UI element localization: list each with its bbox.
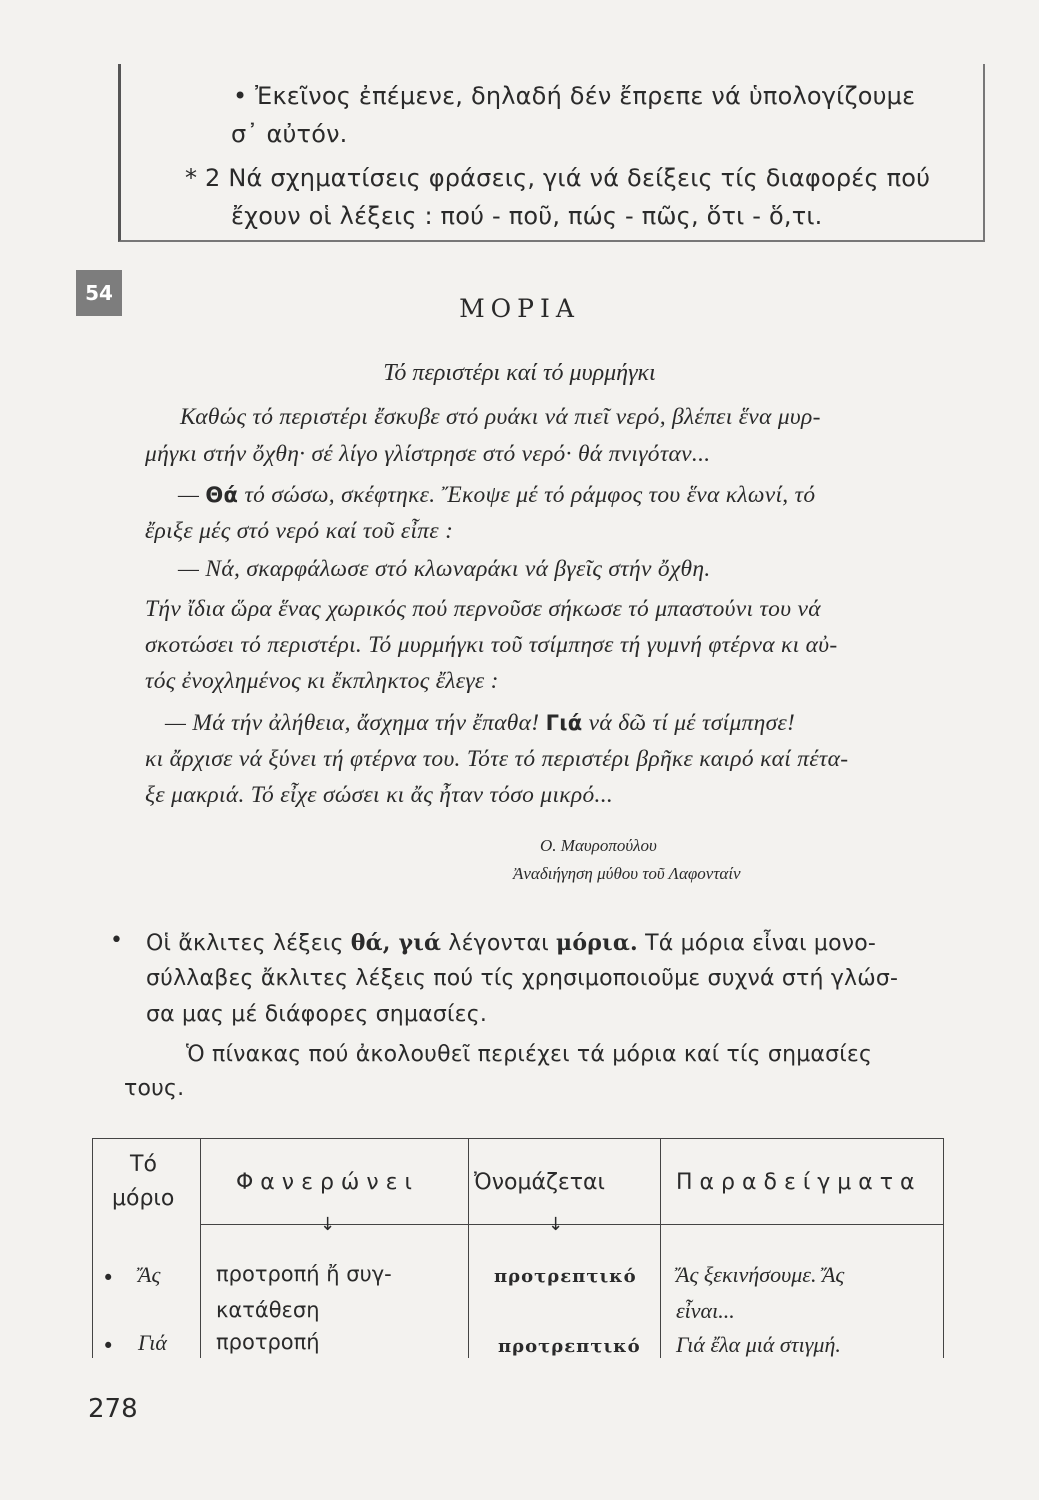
header-particle: Τό bbox=[130, 1152, 157, 1177]
table-border bbox=[92, 1138, 944, 1139]
page-number: 278 bbox=[88, 1394, 138, 1424]
explanation-line: τους. bbox=[124, 1076, 185, 1101]
text-line: ἔχουν οἱ λέξεις : πού - ποῦ, πώς - πῶς, ὅτι - ὅ,τι. bbox=[231, 202, 823, 230]
particle-cell: Γιά bbox=[138, 1330, 167, 1355]
meaning-cell: προτροπή bbox=[216, 1330, 320, 1354]
meaning-cell: κατάθεση bbox=[216, 1298, 320, 1322]
header-examples: Π α ρ α δ ε ί γ μ α τ α bbox=[676, 1170, 915, 1195]
text-line: σ᾽ αὐτόν. bbox=[231, 120, 348, 148]
explanation-line: Ὁ πίνακας πού ἀκολουθεῖ περιέχει τά μόρια καί τίς σημασίες bbox=[186, 1042, 873, 1067]
story-line: σκοτώσει τό περιστέρι. Τό μυρμήγκι τοῦ τσίμπησε τή γυμνή φτέρνα κι αὐ- bbox=[145, 632, 838, 658]
exercise-2: * 2 Νά σχηματίσεις φράσεις, γιά νά δείξεις τίς διαφορές πού bbox=[185, 164, 931, 192]
story-line: Τήν ἴδια ὥρα ἕνας χωρικός πού περνοῦσε σήκωσε τό μπαστούνι του νά bbox=[145, 596, 821, 622]
story-line: κι ἄρχισε νά ξύνει τή φτέρνα του. Τότε τό περιστέρι βρῆκε καιρό καί πέτα- bbox=[145, 746, 849, 772]
bullet-icon: • bbox=[102, 1266, 115, 1290]
header-meaning: Φ α ν ε ρ ώ ν ε ι bbox=[236, 1170, 412, 1195]
section-title: ΜΟΡΙΑ bbox=[459, 294, 580, 323]
table-border bbox=[468, 1138, 469, 1358]
bullet-icon: • bbox=[102, 1334, 115, 1358]
exercise-box bbox=[118, 64, 985, 242]
explanation-line: Οἱ ἄκλιτες λέξεις θά, γιά λέγονται μόρια. Τά μόρια εἶναι μονο- bbox=[146, 930, 877, 956]
story-line: — Νά, σκαρφάλωσε στό κλωναράκι νά βγεῖς στήν ὄχθη. bbox=[178, 556, 711, 582]
name-cell: προτρεπτικό bbox=[498, 1336, 641, 1357]
explanation-line: σύλλαβες ἄκλιτες λέξεις πού τίς χρησιμοποιοῦμε συχνά στή γλώσ- bbox=[146, 966, 899, 991]
table-divider bbox=[200, 1224, 943, 1225]
table-border bbox=[660, 1138, 661, 1358]
table-border bbox=[92, 1138, 93, 1358]
meaning-cell: προτροπή ἤ συγ- bbox=[216, 1262, 392, 1286]
example-cell: εἶναι... bbox=[676, 1298, 735, 1323]
header-particle: μόριο bbox=[112, 1186, 175, 1211]
explanation-line: σα μας μέ διάφορες σημασίες. bbox=[146, 1002, 488, 1027]
story-line: — Θά τό σώσω, σκέφτηκε. Ἔκοψε μέ τό ράμφος του ἕνα κλωνί, τό bbox=[178, 482, 816, 508]
lesson-number-badge: 54 bbox=[76, 270, 122, 316]
story-line: ἔριξε μές στό νερό καί τοῦ εἶπε : bbox=[145, 518, 454, 544]
story-source: Ἀναδιήγηση μύθου τοῦ Λαφονταίν bbox=[513, 864, 741, 883]
story-line: μήγκι στήν ὄχθη· σέ λίγο γλίστρησε στό νερό· θά πνιγόταν... bbox=[145, 441, 711, 467]
table-border bbox=[943, 1138, 944, 1358]
bullet-icon: • bbox=[110, 928, 123, 953]
table-border bbox=[200, 1138, 201, 1358]
text-line: • Ἐκεῖνος ἐπέμενε, δηλαδή δέν ἔπρεπε νά ὑπολογίζουμε bbox=[233, 82, 916, 110]
story-author: Ο. Μαυροπούλου bbox=[540, 836, 657, 855]
story-line: ξε μακριά. Τό εἶχε σώσει κι ἄς ἦταν τόσο μικρό... bbox=[145, 782, 614, 808]
particle-cell: Ἄς bbox=[138, 1262, 161, 1287]
story-title: Τό περιστέρι καί τό μυρμήγκι bbox=[383, 360, 656, 386]
story-line: — Μά τήν ἀλήθεια, ἄσχημα τήν ἔπαθα! Γιά νά δῶ τί μέ τσίμπησε! bbox=[165, 710, 796, 736]
example-cell: Ἄς ξεκινήσουμε. Ἄς bbox=[676, 1262, 845, 1287]
example-cell: Γιά ἔλα μιά στιγμή. bbox=[676, 1332, 841, 1357]
story-line: τός ἐνοχλημένος κι ἔκπληκτος ἔλεγε : bbox=[145, 668, 499, 694]
name-cell: προτρεπτικό bbox=[494, 1266, 637, 1287]
header-name: Ὀνομάζεται bbox=[474, 1170, 605, 1195]
arrow-down-icon: ↓ bbox=[548, 1214, 564, 1235]
particles-table bbox=[92, 1138, 944, 1358]
story-line: Καθώς τό περιστέρι ἔσκυβε στό ρυάκι νά πιεῖ νερό, βλέπει ἕνα μυρ- bbox=[180, 404, 821, 430]
arrow-down-icon: ↓ bbox=[320, 1214, 336, 1235]
